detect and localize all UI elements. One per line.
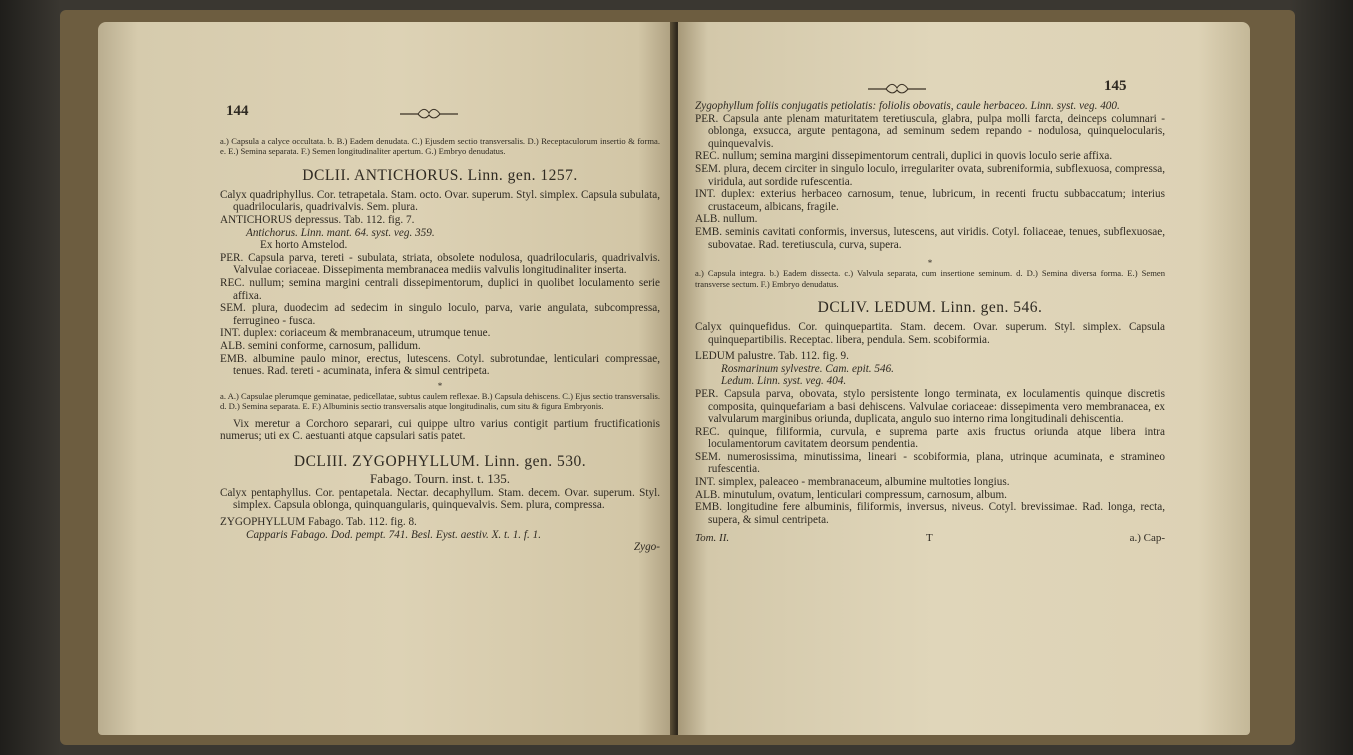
pericarp-desc: PER. Capsula parva, obovata, stylo persistente longo terminata, ex loculamentis quinque discretis composita, quinquefariam a basi dehiscens. Valvulae coriaceae: dissepimenta vero membranacea, ex valvularum marginibus oriunda, duplicata, angulo suo interno rima longitudinali dehiscentia. (695, 387, 1165, 426)
figure-notes: a.) Capsula a calyce occultata. b. B.) Eadem denudata. C.) Ejusdem sectio transversalis. D.) Receptaculorum insertio & forma. e. E.) Semina separata. F.) Semen longitudinaliter apertum. G.) Embryo denudatus. (220, 136, 660, 157)
seed-desc: SEM. plura, duodecim ad sedecim in singulo loculo, parva, varie angulata, subcompressa, ferrugineo - fusca. (220, 302, 660, 327)
figure-notes: a.) Capsula integra. b.) Eadem dissecta. c.) Valvula separata, cum insertione seminum. d. D.) Semina diversa forma. E.) Semen transverse sectum. F.) Embryo denudatus. (695, 268, 1165, 289)
synonym-line: Capparis Fabago. Dod. pempt. 741. Besl. Eyst. aestiv. X. t. 1. f. 1. (246, 528, 541, 541)
species-entry: ANTICHORUS depressus. Tab. 112. fig. 7. (220, 214, 415, 226)
embryo-desc: EMB. seminis cavitati conformis, inversus, lutescens, aut viridis. Cotyl. foliaceae, tenues, subflexuosae, subovatae. Rad. teretiuscula, curva, supera. (695, 225, 1165, 251)
section-star: * (437, 380, 443, 391)
receptacle-desc: REC. quinque, filiformia, curvula, e suprema parte axis fructus oriunda atque libera intra loculamentorum cavitatem deorsum pendentia. (695, 425, 1165, 451)
genus-subheading: Fabago. Tourn. inst. t. 135. (369, 470, 511, 486)
receptacle-desc: REC. nullum; semina margini dissepimentorum centrali, duplici in quovis loculo serie affixa. (695, 150, 1113, 163)
volume-label: Tom. II. (695, 532, 730, 545)
species-diagnosis: Zygophyllum foliis conjugatis petiolatis: foliolis obovatis, caule herbaceo. Linn. syst. veg. 400. (695, 100, 1120, 112)
signature-mark: T (925, 532, 933, 545)
page-number: 144 (226, 103, 249, 119)
embryo-desc: EMB. longitudine fere albuminis, filiformis, inversus, niveus. Cotyl. brevissimae. Rad. longa, recta, supera, & simul centripeta. (695, 501, 1165, 526)
genus-heading: DCLIV. LEDUM. Linn. gen. 546. (817, 298, 1043, 316)
genus-heading: DCLIII. ZYGOPHYLLUM. Linn. gen. 530. (293, 452, 587, 470)
genus-characters: Calyx quinquefidus. Cor. quinquepartita. Stam. decem. Ovar. superum. Styl. simplex. Capsula quinquepartibilis. Receptac. libera, pendula. Sem. scobiformia. (695, 320, 1165, 346)
synonym-line: Rosmarinum sylvestre. Cam. epit. 546. (721, 362, 894, 375)
pericarp-desc: PER. Capsula ante plenam maturitatem teretiuscula, glabra, pulpa molli farcta, deinceps columnari - oblonga, exsucca, argute pentagona, ad seminum sedem repando - nodulosa, quinquelocularis, quinquevalvis. (695, 112, 1165, 150)
seed-desc: SEM. plura, decem circiter in singulo loculo, irregulariter ovata, subreniformia, subflexuosa, compressa, viridula, aut sordide rufescentia. (695, 162, 1165, 188)
albumen-desc: ALB. minutulum, ovatum, lenticulari compressum, carnosum, album. (695, 488, 1007, 501)
figure-notes: a. A.) Capsulae plerumque geminatae, pedicellatae, subtus caulem reflexae. B.) Capsula dehiscens. C.) Ejus sectio transversalis. d. D.) Semina separata. E. F.) Albuminis sectio transversalis atque longitudinalis, cum situ & figura Embryonis. (220, 390, 660, 412)
receptacle-desc: REC. nullum; semina margini centrali dissepimentorum, duplici in quolibet loculamento serie affixa. (220, 276, 660, 302)
synonym-line: Antichorus. Linn. mant. 64. syst. veg. 359. (246, 226, 435, 239)
albumen-desc: ALB. semini conforme, carnosum, pallidum. (220, 339, 421, 352)
embryo-desc: EMB. albumine paulo minor, erectus, lutescens. Cotyl. subrotundae, lenticulari compressae, tenues. Rad. tereti - acuminata, infera & simul centripeta. (220, 352, 660, 378)
remark-paragraph: Vix meretur a Corchoro separari, cui quippe ultro varius contigit partium fructificationis numerus; uti ex C. aestuanti atque capsulari satis patet. (220, 417, 660, 443)
left-page-text (220, 92, 660, 554)
section-star: * (927, 258, 933, 269)
genus-heading: DCLII. ANTICHORUS. Linn. gen. 1257. (302, 166, 578, 184)
origin-line: Ex horto Amstelod. (260, 239, 348, 252)
seed-desc: SEM. numerosissima, minutissima, lineari - scobiformia, plana, utrinque acuminata, e stramineo rufescentia. (695, 450, 1165, 476)
left-page (98, 22, 676, 735)
integument-desc: INT. duplex: coriaceum & membranaceum, utrumque tenue. (220, 327, 491, 340)
page-footer (695, 532, 1165, 544)
integument-desc: INT. duplex: exterius herbaceo carnosum, tenue, lubricum, in recenti fructu subbaccatum; interius crustaceum, albicans, fragile. (695, 188, 1165, 213)
right-page-text (695, 76, 1165, 544)
integument-desc: INT. simplex, paleaceo - membranaceum, albumine multoties longius. (695, 476, 1010, 489)
species-entry: LEDUM palustre. Tab. 112. fig. 9. (695, 350, 849, 363)
right-page (678, 22, 1250, 735)
genus-characters: Calyx pentaphyllus. Cor. pentapetala. Nectar. decaphyllum. Stam. decem. Ovar. superum. Styl. simplex. Capsula oblonga, quinquangularis, quinquevalvis. Sem. plura, compressa. (220, 486, 660, 512)
pericarp-desc: PER. Capsula parva, tereti - subulata, striata, obsolete nodulosa, quadrilocularis, quadrivalvis. Valvulae coriaceae. Dissepimenta membranacea mediis valvulis longitudinaliter inserta. (220, 251, 660, 277)
page-number: 145 (1104, 78, 1127, 94)
synonym-line: Ledum. Linn. syst. veg. 404. (721, 375, 847, 388)
species-entry: ZYGOPHYLLUM Fabago. Tab. 112. fig. 8. (220, 515, 417, 528)
catchword: Zygo- (633, 541, 660, 554)
catchword: a.) Cap- (1129, 532, 1165, 545)
genus-characters: Calyx quadriphyllus. Cor. tetrapetala. Stam. octo. Ovar. superum. Styl. simplex. Capsula subulata, quadrilocularis, quadrivalvis. Sem. plura. (220, 188, 660, 214)
albumen-desc: ALB. nullum. (695, 213, 758, 226)
